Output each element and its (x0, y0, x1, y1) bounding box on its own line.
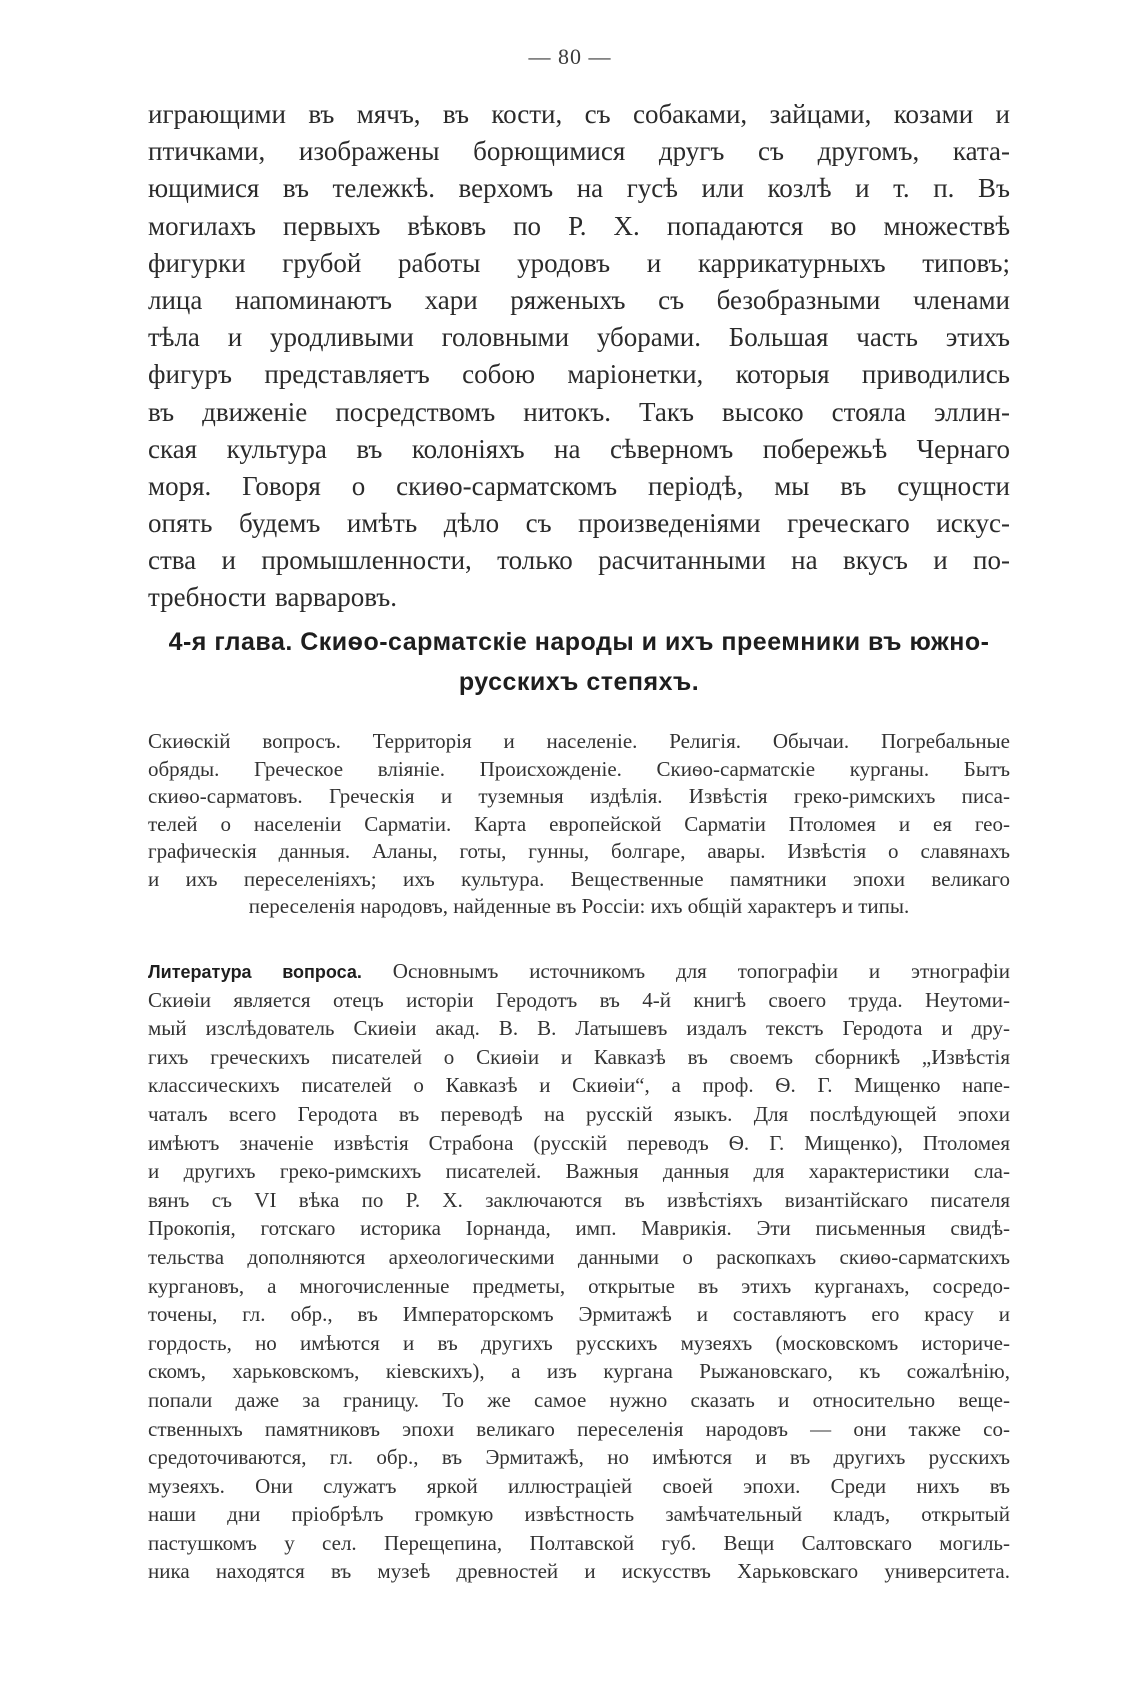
literature-line: имѣютъ значеніе извѣстія Страбона (русскій переводъ Ѳ. Г. Мищенко), Птоломея (148, 1130, 1010, 1155)
literature-line: и другихъ греко-римскихъ писателей. Важныя данныя для характеристики сла- (148, 1159, 1010, 1184)
literature-line: кургановъ, а многочисленные предметы, открытые въ этихъ курганахъ, сосредо- (148, 1273, 1010, 1298)
text-line: требности варваровъ. (148, 582, 397, 613)
chapter-heading-line: 4-я глава. Скиѳо-сарматскіе народы и ихъ преемники въ южно- (168, 628, 990, 656)
text-line: тѣла и уродливыми головными уборами. Большая часть этихъ (148, 322, 1010, 353)
summary-line: Скиѳскій вопросъ. Территорія и населеніе. Религія. Обычаи. Погребальные (148, 729, 1010, 753)
literature-line: ственныхъ памятниковъ эпохи великаго переселенія народовъ — они также со- (148, 1416, 1010, 1441)
literature-section (148, 957, 1010, 1586)
literature-line: гихъ греческихъ писателей о Скиѳіи и Кавказѣ въ своемъ сборникѣ „Извѣстія (148, 1044, 1010, 1069)
literature-line: тельства дополняются археологическими данными о раскопкахъ скиѳо-сарматскихъ (148, 1244, 1010, 1269)
literature-line: Прокопія, готскаго историка Іорнанда, имп. Маврикія. Эти письменныя свидѣ- (148, 1216, 1010, 1241)
summary-line: графическія данныя. Аланы, готы, гунны, болгаре, авары. Извѣстія о славянахъ (148, 839, 1010, 863)
text-line: въ движеніе посредствомъ нитокъ. Такъ высоко стояла эллин- (148, 396, 1010, 427)
text-line: играющими въ мячъ, въ кости, съ собаками, зайцами, козами и (148, 99, 1010, 129)
literature-heading: Литература вопроса. (148, 962, 362, 982)
text-line: опять будемъ имѣть дѣло съ произведеніями греческаго искус- (148, 508, 1010, 539)
summary-line: переселенія народовъ, найденные въ Россіи: ихъ общій характеръ и типы. (248, 894, 910, 918)
text-line: ская культура въ колоніяхъ на сѣверномъ побережьѣ Чернаго (148, 433, 1010, 464)
text-line: ющимися въ тележкѣ. верхомъ на гусѣ или козлѣ и т. п. Въ (148, 173, 1010, 204)
literature-line: гордость, но имѣются и въ другихъ русскихъ музеяхъ (московскомъ историче- (148, 1330, 1010, 1355)
text-line: фигуръ представляетъ собою маріонетки, которыя приводились (148, 359, 1010, 390)
literature-line: ника находятся въ музеѣ древностей и искусствъ Харьковскаго университета. (148, 1559, 1010, 1584)
text-line: птичками, изображены борющимися другъ съ другомъ, ката- (148, 136, 1010, 167)
literature-line: вянъ съ VI вѣка по Р. Х. заключаются въ извѣстіяхъ византійскаго писателя (148, 1187, 1010, 1212)
literature-text: Основнымъ источникомъ для топографіи и этнографіи (392, 959, 1010, 983)
text-line: моря. Говоря о скиѳо-сарматскомъ періодѣ, мы въ сущности (148, 470, 1010, 501)
literature-line: музеяхъ. Они служатъ яркой иллюстраціей своей эпохи. Среди нихъ въ (148, 1473, 1010, 1498)
chapter-heading (148, 622, 1010, 702)
summary-line: обряды. Греческое вліяніе. Происхожденіе. Скиѳо-сарматскіе курганы. Бытъ (148, 756, 1010, 781)
chapter-summary (148, 728, 1010, 921)
literature-line: классическихъ писателей о Кавказѣ и Скиѳіи“, а проф. Ѳ. Г. Мищенко напе- (148, 1073, 1010, 1098)
text-line: фигурки грубой работы уродовъ и каррикатурныхъ типовъ; (148, 247, 1010, 278)
summary-line: скиѳо-сарматовъ. Греческія и туземныя издѣлія. Извѣстія греко-римскихъ писа- (148, 784, 1010, 808)
page-number: — 80 — (528, 44, 612, 69)
literature-first-line (148, 957, 1010, 986)
literature-line: скомъ, харьковскомъ, кіевскихъ), а изъ кургана Рыжановскаго, къ сожалѣнію, (148, 1359, 1010, 1384)
literature-line: чаталъ всего Геродота въ переводѣ на русскій языкъ. Для послѣдующей эпохи (148, 1101, 1010, 1126)
literature-line: попали даже за границу. То же самое нужно сказать и относительно веще- (148, 1387, 1010, 1412)
text-line: могилахъ первыхъ вѣковъ по Р. Х. попадаются во множествѣ (148, 210, 1010, 241)
chapter-heading-line: русскихъ степяхъ. (458, 668, 700, 696)
literature-line: Скиѳіи является отецъ исторіи Геродотъ въ 4-й книгѣ своего труда. Неутоми- (148, 987, 1010, 1012)
literature-line: мый изслѣдователь Скиѳіи акад. В. В. Латышевъ издалъ текстъ Геродота и дру- (148, 1016, 1010, 1041)
literature-line: наши дни пріобрѣлъ громкую извѣстность замѣчательный кладъ, открытый (148, 1502, 1010, 1527)
literature-line: средоточиваются, гл. обр., въ Эрмитажѣ, но имѣются и въ другихъ русскихъ (148, 1445, 1010, 1470)
literature-line: пастушкомъ у сел. Перещепина, Полтавской губ. Вещи Салтовскаго могиль- (148, 1530, 1010, 1555)
summary-line: и ихъ переселеніяхъ; ихъ культура. Вещественные памятники эпохи великаго (148, 866, 1010, 891)
summary-line: телей о населеніи Сарматіи. Карта европейской Сарматіи Птоломея и ея гео- (148, 811, 1010, 836)
body-paragraph (148, 96, 1010, 617)
literature-line: точены, гл. обр., въ Императорскомъ Эрмитажѣ и составляютъ его красу и (148, 1302, 1010, 1327)
text-line: лица напоминаютъ хари ряженыхъ съ безобразными членами (148, 284, 1010, 315)
text-line: ства и промышленности, только расчитанными на вкусъ и по- (148, 545, 1010, 576)
